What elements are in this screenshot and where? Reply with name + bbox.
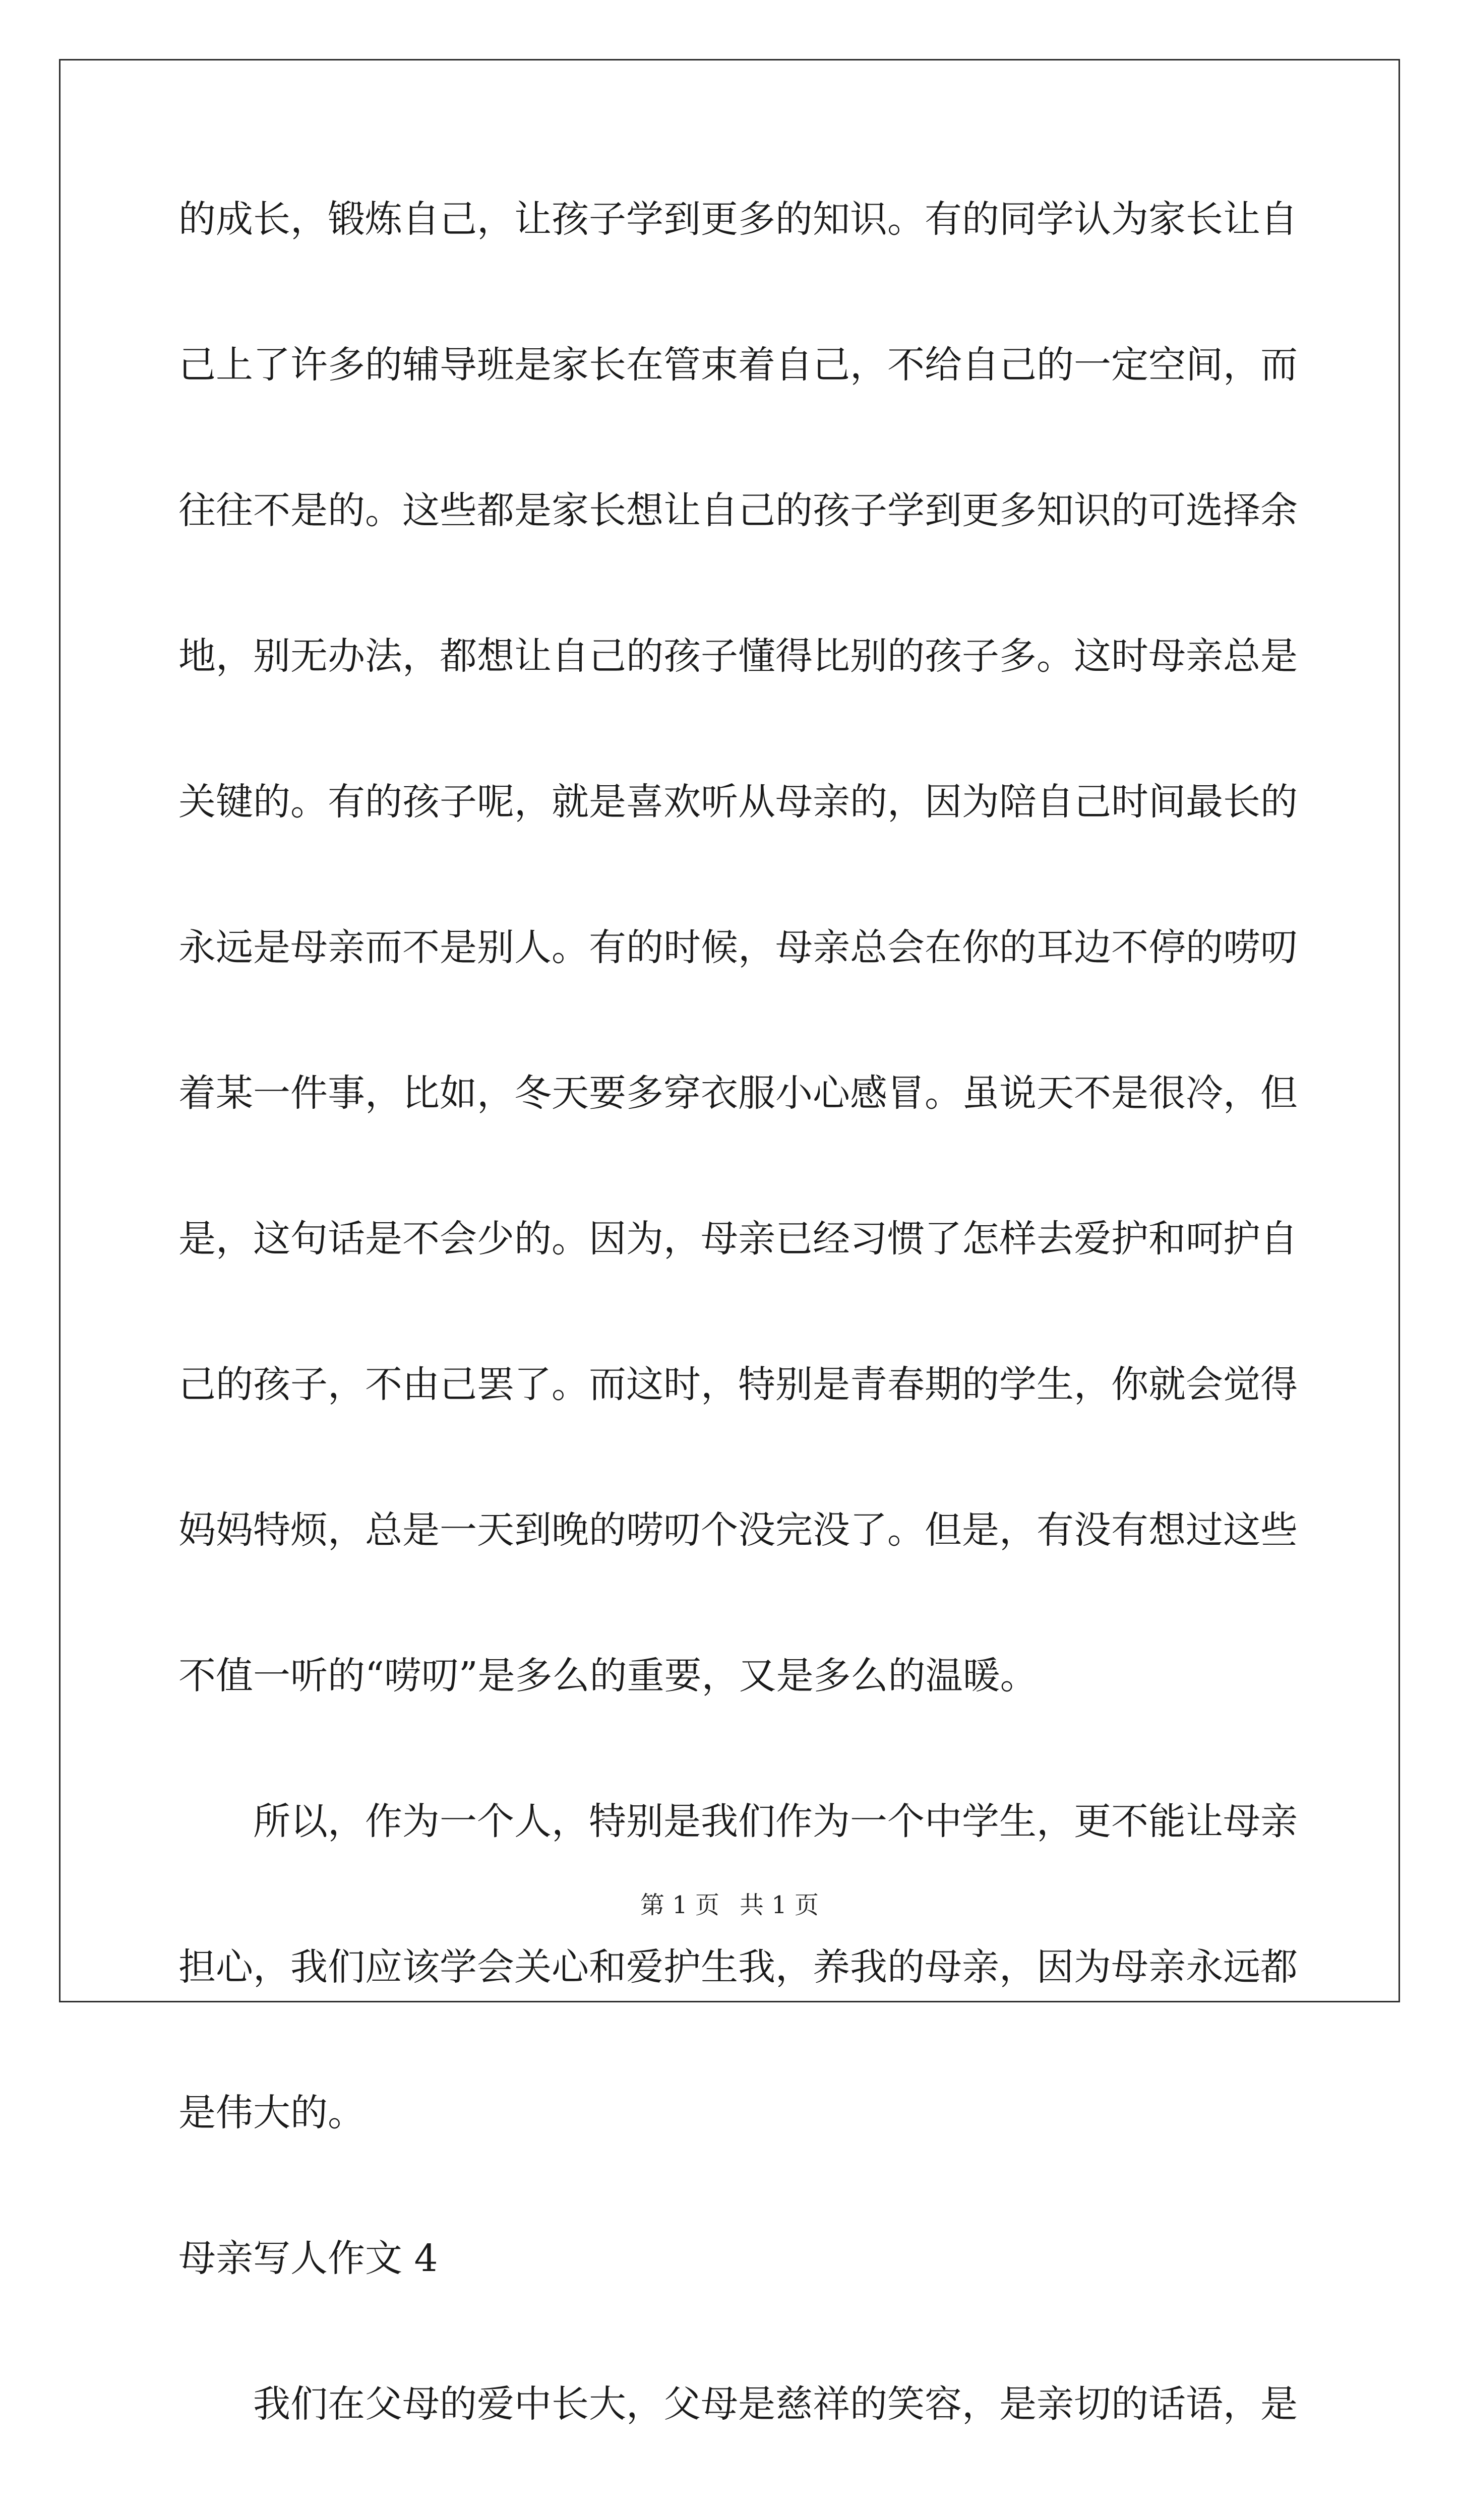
text-line: 的成长，锻炼自己，让孩子学到更多的知识。有的同学认为家长让自	[178, 198, 1298, 241]
paragraph-2	[178, 1789, 1298, 2226]
text-line: 是伟大的。	[178, 2091, 365, 2134]
text-line: 妈妈特烦，总是一天到晚的唠叨个没完没了。但是，有没有想过这些	[178, 1508, 1298, 1552]
page-total: 共 1 页	[740, 1891, 819, 1919]
text-line: 不值一听的“唠叨”是多么的重要，又是多么的温暖。	[178, 1654, 1038, 1697]
page-footer	[0, 1890, 1459, 1920]
text-line: 是，这句话是不会少的。因为，母亲已经习惯了怎样去爱护和呵护自	[178, 1217, 1298, 1261]
text-line: 我们在父母的爱中长大，父母是慈祥的笑容，是亲切的话语，是	[253, 2382, 1298, 2426]
paragraph-1	[178, 186, 1298, 1789]
text-line: 永远是母亲而不是别人。有的时候，母亲总会在你的耳边不停的唠叨	[178, 926, 1298, 969]
paragraph-3	[178, 2371, 1298, 2520]
text-line: 着某一件事，比如，冬天要多穿衣服小心感冒。虽说天不是很冷，但	[178, 1072, 1298, 1115]
text-line: 担心，我们应该学会关心和爱护生我，养我的母亲，因为母亲永远都	[178, 1945, 1298, 1989]
text-line: 所以，作为一个人，特别是我们作为一个中学生，更不能让母亲	[253, 1800, 1298, 1843]
document-body	[178, 186, 1298, 2520]
section-heading: 母亲写人作文 4	[178, 2237, 438, 2280]
text-line: 往往不是的。这些都是家长想让自己的孩子学到更多知识的可选择余	[178, 489, 1298, 532]
text-line: 地，别无办法，都想让自己的孩子懂得比别的孩子多。这时母亲总是	[178, 635, 1298, 678]
text-line: 己的孩子，不由己罢了。而这时，特别是青春期的学生，你就会觉得	[178, 1363, 1298, 1406]
text-line	[178, 2517, 1285, 2520]
text-line: 关键的。有的孩子呢，就是喜欢听从母亲的，因为陪自己时间最长的	[178, 780, 1298, 824]
text-line: 己上了许多的辅导班是家长在管束着自己，不给自己的一定空间，而	[178, 343, 1298, 387]
page-number: 第 1 页	[640, 1891, 719, 1919]
